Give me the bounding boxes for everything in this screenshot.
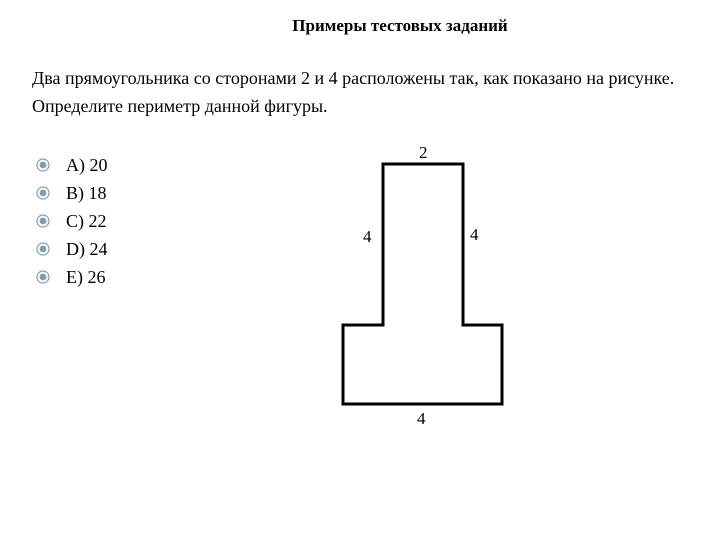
slide-title: Примеры тестовых заданий bbox=[292, 16, 508, 35]
answer-option-a[interactable] bbox=[36, 151, 108, 179]
figure-label-left: 4 bbox=[363, 227, 372, 246]
radio-bullet-icon bbox=[36, 186, 50, 200]
figure-outline bbox=[343, 164, 502, 404]
figure-svg bbox=[330, 135, 520, 435]
answer-option-b[interactable] bbox=[36, 179, 108, 207]
answer-option-c[interactable] bbox=[36, 207, 108, 235]
answer-option-label: E) 26 bbox=[66, 266, 106, 287]
answer-option-label: B) 18 bbox=[66, 182, 107, 203]
figure-label-top: 2 bbox=[419, 143, 428, 162]
answer-option-d[interactable] bbox=[36, 235, 108, 263]
geometry-figure bbox=[330, 135, 520, 440]
figure-label-bottom: 4 bbox=[417, 409, 426, 428]
radio-bullet-icon bbox=[36, 270, 50, 284]
question-text: Два прямоугольника со сторонами 2 и 4 расположены так, как показано на рисунке. Определите периметр данной фигуры. bbox=[32, 68, 675, 116]
answer-option-e[interactable] bbox=[36, 263, 108, 291]
answer-option-label: A) 20 bbox=[66, 154, 108, 175]
radio-bullet-icon bbox=[36, 158, 50, 172]
answer-options bbox=[36, 151, 108, 291]
answer-option-label: C) 22 bbox=[66, 210, 107, 231]
figure-label-right: 4 bbox=[470, 225, 479, 244]
radio-bullet-icon bbox=[36, 214, 50, 228]
radio-bullet-icon bbox=[36, 242, 50, 256]
answer-option-label: D) 24 bbox=[66, 238, 108, 259]
